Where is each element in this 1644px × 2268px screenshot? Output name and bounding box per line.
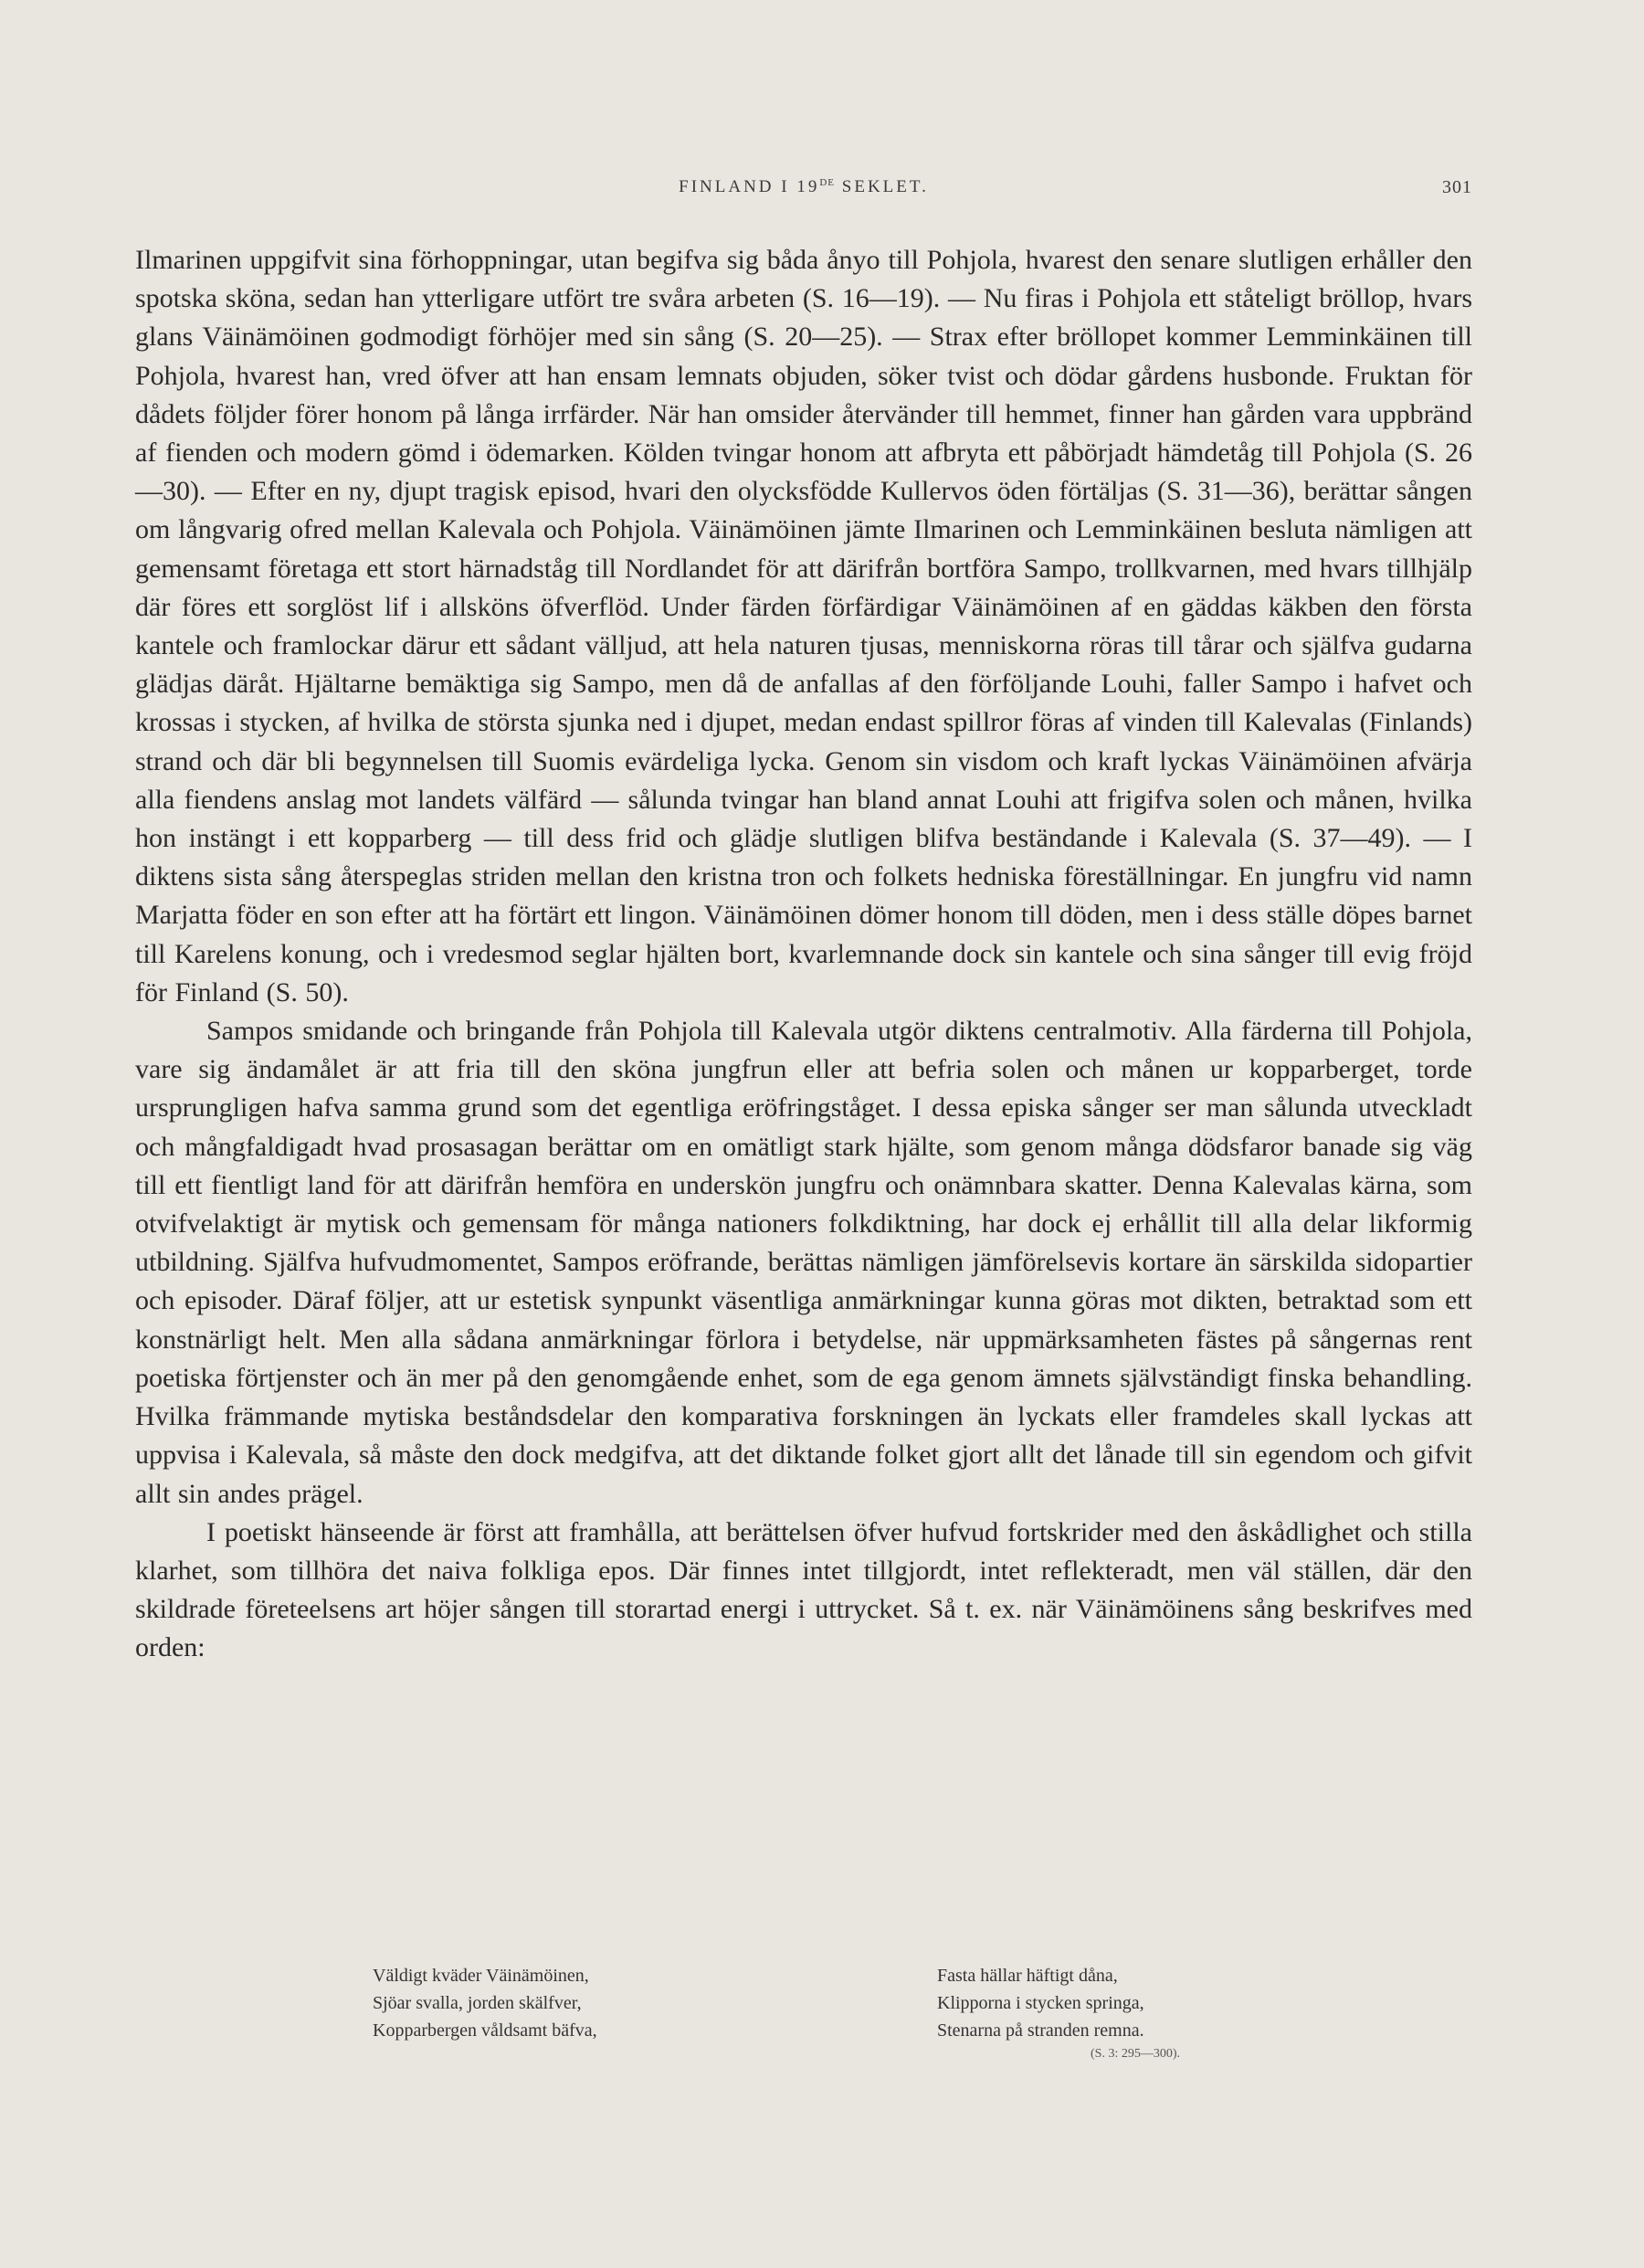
paragraph-3: I poetiskt hänseende är först att framhålla, att berättelsen öfver hufvud fortskrider med den åskådlighet och stilla klarhet, som tillhöra det naiva folkliga epos. Där finnes intet tillgjordt, intet reflekteradt, men väl ställen, där den skildrade företeelsens art höjer sången till storartad energi i uttrycket. Så t. ex. när Väinämöinens sång beskrifves med orden: bbox=[135, 1516, 1472, 1663]
page-number: 301 bbox=[1442, 177, 1472, 197]
verse-column-right bbox=[937, 1962, 1180, 2064]
paragraph-2: Sampos smidande och bringande från Pohjola till Kalevala utgör diktens centralmotiv. Alla färderna till Pohjola, vare sig ändamålet är att fria till den sköna jungfrun eller att befria solen och månen ur kopparberget, torde ursprungligen hafva samma grund som det egentliga eröfringståget. I dessa episka sånger ser man sålunda utveckladt och mångfaldigadt hvad prosasagan berättar om en omätligt stark hjälte, som genom många dödsfaror banade sig väg till ett fientligt land för att därifrån hemföra en underskön jungfru och onämnbara skatter. Denna Kalevalas kärna, som otvifvelaktigt är mytisk och gemensam för många nationers folkdiktning, har dock ej erhållit till alla delar likformig utbildning. Själfva hufvudmomentet, Sampos eröfrande, berättas nämligen jämförelsevis kortare än särskilda sidopartier och episoder. Däraf följer, att ur estetisk synpunkt väsentliga anmärkningar kunna göras mot dikten, betraktad som ett konstnärligt helt. Men alla sådana anmärkningar förlora i betydelse, när uppmärksamheten fästes på sångernas rent poetiska förtjenster och än mer på den genomgående enhet, som de ega genom ämnets självständigt finska behandling. Hvilka främmande mytiska beståndsdelar den komparativa forskningen än lyckats eller framdeles skall lyckas att uppvisa i Kalevala, så måste den dock medgifva, att det diktande folket gjort allt det lånade till sin egendom och gifvit allt sin andes prägel. bbox=[135, 1016, 1472, 1509]
verse-line: Stenarna på stranden remna. bbox=[937, 2020, 1144, 2041]
verse-line: Klipporna i stycken springa, bbox=[937, 1993, 1144, 2013]
running-title-text: FINLAND I 19 bbox=[679, 177, 820, 196]
running-title-suffix: SEKLET. bbox=[835, 177, 929, 196]
paragraph-1: Ilmarinen uppgifvit sina förhoppningar, utan begifva sig båda ånyo till Pohjola, hvarest den senare slutligen erhåller den spotska sköna, sedan han ytterligare utfört tre svåra arbeten (S. 16—19). — Nu firas i Pohjola ett ståteligt bröllop, hvars glans Väinämöinen godmodigt förhöjer med sin sång (S. 20—25). — Strax efter bröllopet kommer Lemminkäinen till Pohjola, hvarest han, vred öfver att han ensam lemnats objuden, söker tvist och dödar gårdens husbonde. Fruktan för dådets följder förer honom på långa irrfärder. När han omsider återvänder till hemmet, finner han gården vara uppbränd af fienden och modern gömd i ödemarken. Kölden tvingar honom att afbryta ett påbörjadt hämdetåg till Pohjola (S. 26—30). — Efter en ny, djupt tragisk episod, hvari den olycksfödde Kullervos öden förtäljas (S. 31—36), berättar sången om långvarig ofred mellan Kalevala och Pohjola. Väinämöinen jämte Ilmarinen och Lemminkäinen besluta nämligen att gemensamt företaga ett stort härnadståg till Nordlandet för att därifrån bortföra Sampo, trollkvarnen, med hvars tillhjälp där föres ett sorglöst lif i allsköns öfverflöd. Under färden förfärdigar Väinämöinen af en gäddas käkben den första kantele och framlockar därur ett sådant välljud, att hela naturen tjusas, menniskorna röras till tårar och själfva gudarna glädjas däråt. Hjältarne bemäktiga sig Sampo, men då de anfallas af den förföljande Louhi, faller Sampo i hafvet och krossas i stycken, af hvilka de största sjunka ned i djupet, medan endast spillror föras af vinden till Kalevalas (Finlands) strand och där bli begynnelsen till Suomis evärdeliga lycka. Genom sin visdom och kraft lyckas Väinämöinen afvärja alla fiendens anslag mot landets välfärd — sålunda tvingar han bland annat Louhi att frigifva solen och månen, hvilka hon instängt i ett kopparberg — till dess frid och glädje slutligen blifva beständande i Kalevala (S. 37—49). — I diktens sista sång återspeglas striden mellan den kristna tron och folkets hedniska föreställningar. En jungfru vid namn Marjatta föder en son efter att ha förtärt ett lingon. Väinämöinen dömer honom till döden, men i dess ställe döpes barnet till Karelens konung, och i vredesmod seglar hjälten bort, kvarlemnande dock sin kantele och sina sånger till evig fröjd för Finland (S. 50). bbox=[135, 245, 1472, 1007]
verse-line: Väldigt kväder Väinämöinen, bbox=[373, 1966, 589, 1986]
running-title bbox=[135, 177, 1472, 197]
verse-line: Sjöar svalla, jorden skälfver, bbox=[373, 1993, 582, 2013]
running-head bbox=[135, 175, 1472, 203]
body-text bbox=[135, 241, 1472, 1668]
verse-column-left bbox=[373, 1962, 597, 2044]
verse-reference: (S. 3: 295—300). bbox=[1091, 2047, 1180, 2061]
running-title-superscript: DE bbox=[819, 177, 836, 188]
verse-line: Fasta hällar häftigt dåna, bbox=[937, 1966, 1118, 1986]
verse-line: Kopparbergen våldsamt bäfva, bbox=[373, 2020, 597, 2041]
